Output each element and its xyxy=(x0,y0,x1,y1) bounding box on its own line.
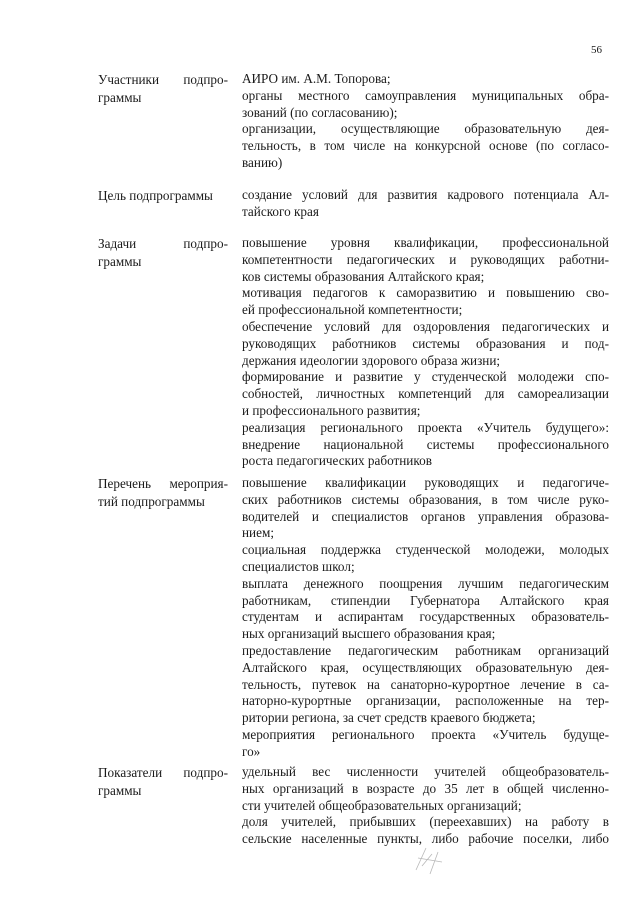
content-line: органы местного самоуправления муниципальных обра- xyxy=(242,87,609,103)
label-line: Цель подпрограммы xyxy=(98,188,213,203)
content-line: держания идеологии здорового образа жизни; xyxy=(242,352,501,368)
content-line: обеспечение условий для оздоровления педагогических и xyxy=(242,318,609,334)
content-line: доля учителей, прибывших (переехавших) на работу в xyxy=(242,814,609,830)
content-line: и профессионального развития; xyxy=(242,402,421,418)
content-line: работникам, стипендии Губернатора Алтайского края xyxy=(242,592,609,608)
page-number: 56 xyxy=(591,44,602,56)
content-line: выплата денежного поощрения лучшим педагогическим xyxy=(242,575,609,591)
content-line: водителей и специалистов органов управления образова- xyxy=(242,508,609,524)
label-line: Участники подпро- xyxy=(98,72,228,87)
row-content xyxy=(242,764,609,848)
content-line: формирование и развитие у студенческой молодежи спо- xyxy=(242,369,609,385)
row-label xyxy=(98,187,228,205)
content-line: наторно-курортные организации, расположенные на тер- xyxy=(242,693,609,709)
content-line: мотивация педагогов к саморазвитию и повышению сво- xyxy=(242,285,609,301)
content-line: ей профессиональной компетентности; xyxy=(242,302,463,318)
content-line: студентам и аспирантам государственных образователь- xyxy=(242,609,609,625)
row-label xyxy=(98,764,228,800)
row-label xyxy=(98,71,228,107)
content-line: го» xyxy=(242,743,261,759)
row-content xyxy=(242,235,609,470)
content-line: АИРО им. А.М. Топорова; xyxy=(242,71,391,86)
pen-scribble-mark xyxy=(412,840,452,880)
content-line: ков системы образования Алтайского края; xyxy=(242,268,485,284)
content-line: организации, осуществляющие образовательную дея- xyxy=(242,121,609,137)
content-line: создание условий для развития кадрового потенциала Ал- xyxy=(242,187,609,202)
content-line: собностей, личностных компетенций для самореализации xyxy=(242,386,609,402)
content-line: повышение уровня квалификации, профессиональной xyxy=(242,235,609,250)
content-line: реализация регионального проекта «Учитель будущего»: xyxy=(242,419,609,435)
content-line: сти учителей общеобразовательных организаций; xyxy=(242,797,522,813)
content-line: мероприятия регионального проекта «Учитель будуще- xyxy=(242,726,609,742)
label-line: Показатели подпро- xyxy=(98,765,228,780)
content-line: тельность, путевок на санаторно-курортное лечение в са- xyxy=(242,676,609,692)
content-line: роста педагогических работников xyxy=(242,453,432,469)
content-line: нием; xyxy=(242,525,274,541)
row-content xyxy=(242,187,609,221)
label-line: граммы xyxy=(98,254,142,269)
label-line: граммы xyxy=(98,90,142,105)
content-line: ных организаций высшего образования края; xyxy=(242,626,496,642)
row-content xyxy=(242,71,609,172)
content-line: ских работников системы образования, в том числе руко- xyxy=(242,491,609,507)
content-line: тайского края xyxy=(242,203,319,219)
row-label xyxy=(98,235,228,271)
content-line: зований (по согласованию); xyxy=(242,104,398,120)
label-line: Перечень мероприя- xyxy=(98,476,228,491)
row-content xyxy=(242,475,609,761)
content-line: ных организаций в возрасте до 35 лет в общей численно- xyxy=(242,780,609,796)
content-line: сельские населенные пункты, либо рабочие поселки, либо xyxy=(242,831,609,847)
content-line: тельность, в том числе на конкурсной основе (по согласо- xyxy=(242,138,609,154)
content-line: предоставление педагогическим работникам организаций xyxy=(242,642,609,658)
content-line: социальная поддержка студенческой молодежи, молодых xyxy=(242,542,609,558)
content-line: руководящих работников системы образования и под- xyxy=(242,335,609,351)
label-line: тий подпрограммы xyxy=(98,494,205,509)
label-line: граммы xyxy=(98,783,142,798)
content-line: повышение квалификации руководящих и педагогиче- xyxy=(242,475,609,490)
label-line: Задачи подпро- xyxy=(98,236,228,251)
content-line: специалистов школ; xyxy=(242,558,355,574)
row-label xyxy=(98,475,228,511)
content-line: внедрение национальной системы профессионального xyxy=(242,436,609,452)
content-line: компетентности педагогических и руководящих работни- xyxy=(242,251,609,267)
content-line: ритории региона, за счет средств краевого бюджета; xyxy=(242,710,536,726)
content-line: удельный вес численности учителей общеобразователь- xyxy=(242,764,609,779)
content-line: Алтайского края, осуществляющих образовательную дея- xyxy=(242,659,609,675)
content-line: ванию) xyxy=(242,154,283,170)
